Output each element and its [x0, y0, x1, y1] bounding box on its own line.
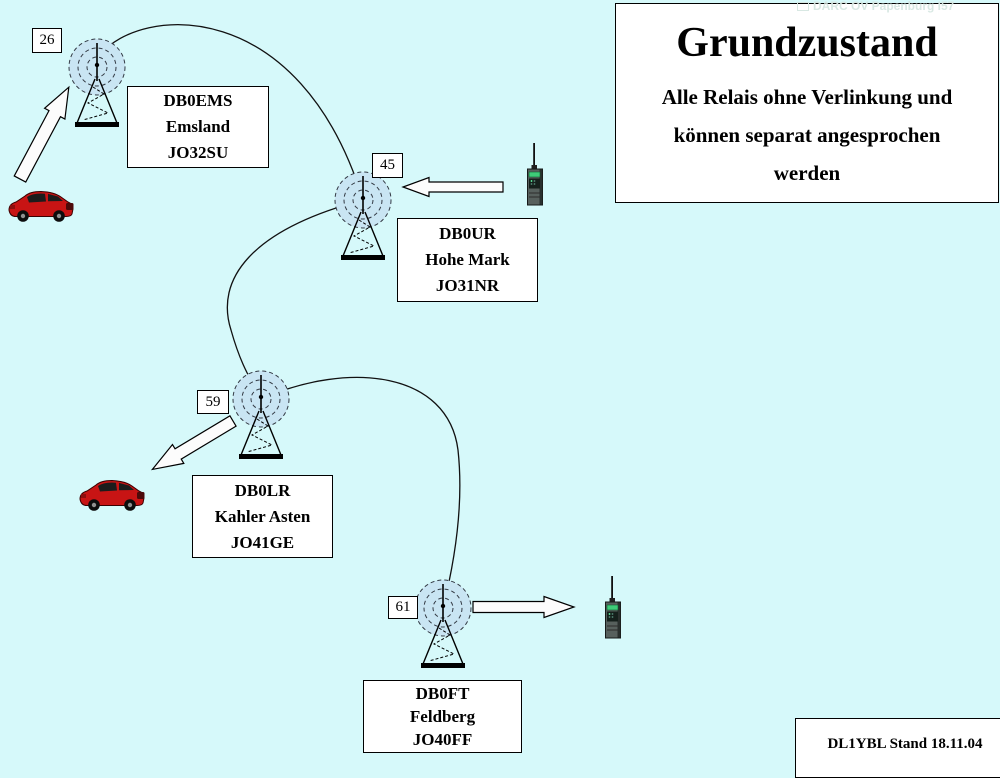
arrow-icon-car-to-db0ems [10, 82, 79, 185]
station-box-db0lr [192, 475, 333, 558]
station-location: Kahler Asten [214, 506, 311, 526]
title-subline-1: Alle Relais ohne Verlinkung und [661, 85, 953, 109]
title-box [615, 3, 999, 203]
channel-label-db0ems [32, 28, 62, 53]
station-locator: JO31NR [435, 276, 500, 295]
credit-box [795, 718, 1000, 778]
station-location: Emsland [165, 117, 231, 136]
watermark-text: DARC OV Papenburg I57 [813, 0, 955, 13]
station-locator: JO41GE [230, 532, 295, 552]
handheld-radio-icon-top [528, 143, 543, 205]
darc-logo-icon [797, 2, 809, 11]
station-callsign: DB0EMS [163, 91, 233, 110]
station-location: Hohe Mark [425, 250, 510, 269]
station-box-db0ft [363, 680, 522, 753]
channel-label-db0lr [197, 390, 229, 414]
credit-text: DL1YBL Stand 18.11.04 [827, 736, 983, 752]
station-callsign: DB0FT [415, 684, 470, 703]
tower-icon-db0ur [335, 172, 391, 260]
watermark [797, 0, 954, 13]
channel-number: 26 [39, 32, 55, 48]
tower-icon-db0ft [415, 580, 471, 668]
handheld-radio-icon-bottom [606, 576, 621, 638]
station-locator: JO40FF [412, 730, 473, 749]
station-callsign: DB0UR [439, 224, 496, 243]
channel-number: 59 [205, 393, 221, 410]
station-callsign: DB0LR [234, 480, 291, 500]
tower-icon-db0lr [233, 371, 289, 459]
page-title: Grundzustand [676, 20, 938, 66]
car-icon-top-left [9, 192, 74, 222]
station-location: Feldberg [409, 707, 476, 726]
title-subline-3: werden [773, 161, 841, 185]
arc-db0ur-db0lr [227, 200, 363, 399]
channel-number: 45 [380, 157, 395, 173]
arrow-icon-db0lr-to-car [147, 412, 239, 479]
station-box-db0ur [397, 218, 538, 302]
tower-icon-db0ems [69, 39, 125, 127]
arrow-icon-handheld-to-db0ur [403, 178, 503, 197]
channel-number: 61 [395, 599, 411, 615]
title-subline-2: können separat angesprochen [673, 123, 941, 147]
station-box-db0ems [127, 86, 269, 168]
car-icon-middle-left [80, 481, 145, 511]
arrow-icon-db0ft-to-handheld [473, 597, 574, 618]
channel-label-db0ft [388, 596, 418, 619]
channel-label-db0ur [372, 153, 403, 178]
station-locator: JO32SU [167, 143, 229, 162]
